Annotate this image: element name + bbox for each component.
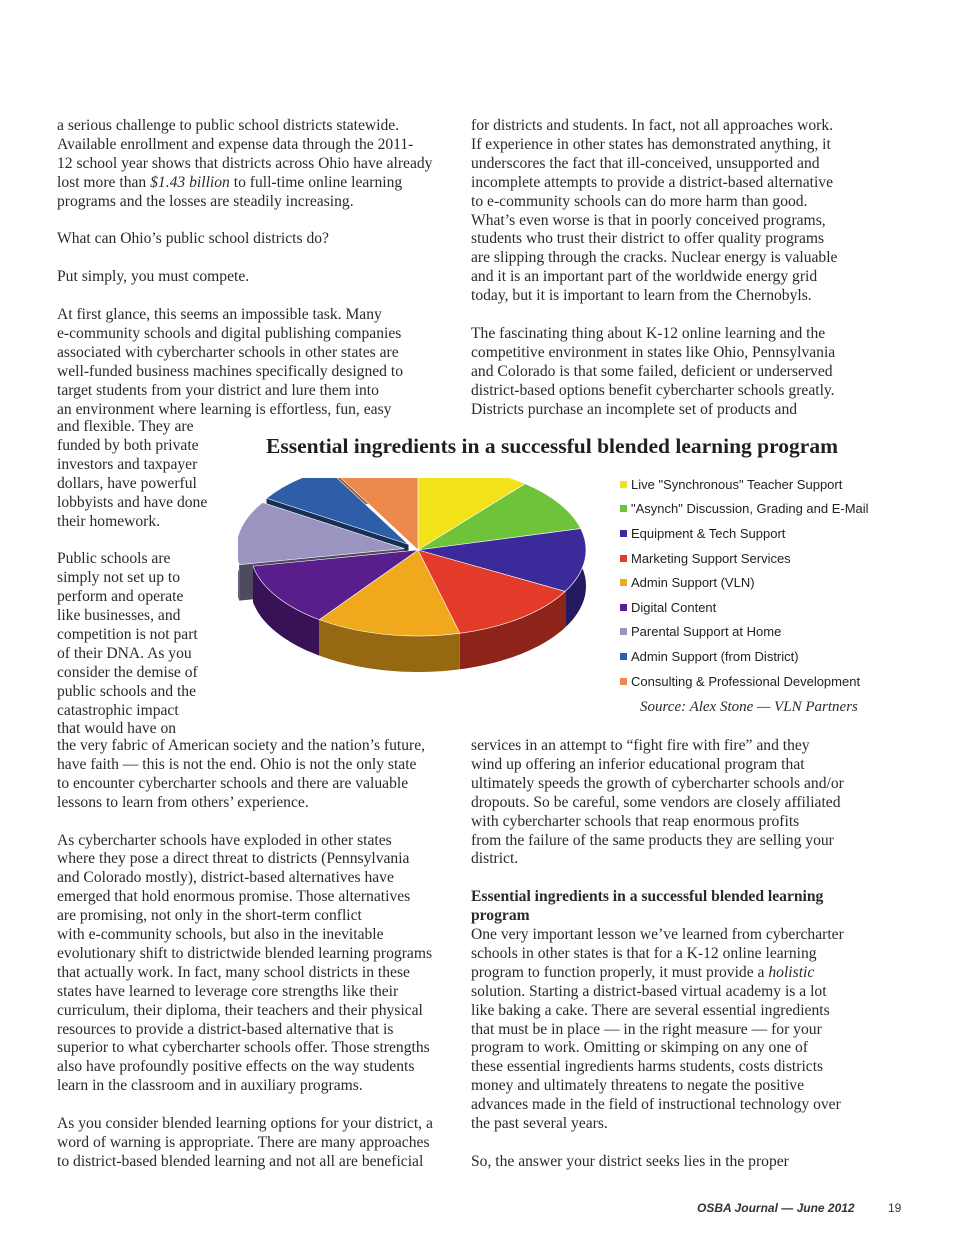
paragraph [57, 550, 227, 739]
text-line: that must be in place — in the right measure — for your [471, 1020, 822, 1038]
text-line: At first glance, this seems an impossible task. Many [57, 306, 382, 324]
text-line: What’s even worse is that in poorly conceived programs, [471, 211, 826, 229]
text-line: simply not set up to [57, 569, 181, 587]
chart-source: Source: Alex Stone — VLN Partners [640, 699, 858, 715]
text-line: money and ultimately threatens to negate the positive [471, 1077, 805, 1095]
legend-item [620, 546, 869, 571]
paragraph [57, 418, 227, 531]
text-line: and Colorado mostly), district-based alternatives have [57, 869, 394, 887]
text-line: evolutionary shift to districtwide blended learning programs [57, 944, 433, 962]
text-line: The fascinating thing about K-12 online learning and the [471, 324, 826, 342]
legend-swatch [620, 628, 627, 635]
text-line: resources to provide a district-based alternative that is [57, 1020, 394, 1038]
text-line: public schools and the [57, 682, 197, 700]
legend-swatch [620, 481, 627, 488]
text-line: are promising, not only in the short-term conflict [57, 907, 362, 925]
text-line: where they pose a direct threat to districts (Pennsylvania [57, 850, 410, 868]
text-line: perform and operate [57, 588, 184, 606]
text-line: to district-based blended learning and not all are beneficial [57, 1152, 424, 1170]
text-line: As cybercharter schools have exploded in other states [57, 831, 392, 849]
legend-swatch [620, 530, 627, 537]
text-line: for districts and students. In fact, not all approaches work. [471, 117, 834, 134]
paragraph [57, 832, 457, 1097]
text-line: wind up offering an inferior educational program that [471, 755, 805, 773]
paragraph [57, 1115, 457, 1172]
text-line: word of warning is appropriate. There are many approaches [57, 1134, 430, 1151]
text-line: district. [471, 850, 519, 868]
paragraph [471, 737, 871, 869]
text-line: investors and taxpayer [57, 455, 198, 473]
text-line: Districts purchase an incomplete set of products and [471, 400, 798, 418]
text-line: advances made in the field of instructional technology over [471, 1096, 841, 1114]
text-line: are slipping through the cracks. Nuclear energy is valuable [471, 249, 838, 267]
text-line: their homework. [57, 512, 161, 530]
text-line: have faith — this is not the end. Ohio is not the only state [57, 755, 417, 773]
legend-item [620, 644, 869, 669]
text-line: that would have on [57, 720, 177, 738]
text-line: today, but it is important to learn from the Chernobyls. [471, 287, 812, 305]
legend-swatch [620, 604, 627, 611]
text-line: to encounter cybercharter schools and there are valuable [57, 774, 409, 792]
text-line: with cybercharter schools that reap enormous profits [471, 812, 800, 830]
text-line: like businesses, and [57, 607, 181, 625]
text-line: If experience in other states has demonstrated anything, it [471, 135, 831, 153]
legend-label: Admin Support (from District) [631, 648, 799, 664]
paragraph [57, 306, 457, 419]
text-line: to e-community schools can do more harm than good. [471, 192, 808, 210]
heading-line: program [471, 907, 530, 925]
legend-item [620, 595, 869, 620]
left-column-top [57, 117, 457, 419]
legend-label: Parental Support at Home [631, 624, 782, 640]
chart-legend [620, 472, 869, 693]
text-line: that actually work. In fact, many school districts in these [57, 963, 410, 981]
left-column-wrap [57, 418, 227, 739]
text-line: lobbyists and have done [57, 493, 208, 511]
text-line: a serious challenge to public school districts statewide. [57, 117, 400, 134]
text-line: competitive environment in states like Ohio, Pennsylvania [471, 343, 836, 361]
text-line: Put simply, you must compete. [57, 268, 250, 286]
legend-swatch [620, 678, 627, 685]
text-line: curriculum, their diploma, their teachers and their physical [57, 1001, 423, 1019]
legend-label: Equipment & Tech Support [631, 525, 786, 541]
legend-swatch [620, 555, 627, 562]
text-line: and it is an important part of the worldwide energy grid [471, 268, 818, 286]
text-line: associated with cybercharter schools in other states are [57, 343, 399, 361]
text-line: these essential ingredients harms students, costs districts [471, 1058, 824, 1076]
text-line: lost more than $1.43 billion to full-time online learning [57, 173, 403, 191]
text-line: well-funded business machines specifically designed to [57, 362, 404, 380]
paragraph [471, 926, 871, 1134]
text-line: dollars, have powerful [57, 474, 197, 492]
legend-swatch [620, 579, 627, 586]
text-line: learn in the classroom and in auxiliary programs. [57, 1077, 363, 1095]
text-line: emerged that hold enormous promise. Those alternatives [57, 888, 411, 906]
text-line: program to function properly, it must provide a holistic [471, 963, 815, 981]
left-column-bottom [57, 737, 457, 1172]
text-line: an environment where learning is effortless, fun, easy [57, 400, 392, 418]
legend-item [620, 570, 869, 595]
text-line: ultimately speeds the growth of cybercharter schools and/or [471, 774, 844, 792]
text-line: solution. Starting a district-based virtual academy is a lot [471, 982, 827, 1000]
text-line: schools in other states is that for a K-12 online learning [471, 944, 817, 962]
text-line: e-community schools and digital publishing companies [57, 324, 402, 342]
text-line: So, the answer your district seeks lies in the proper [471, 1152, 789, 1170]
legend-item [620, 620, 869, 645]
text-line: As you consider blended learning options for your district, a [57, 1115, 433, 1133]
chart-title: Essential ingredients in a successful blended learning program [266, 434, 838, 458]
text-line: programs and the losses are steadily increasing. [57, 192, 354, 210]
legend-item [620, 669, 869, 694]
heading-line: Essential ingredients in a successful blended learning [471, 888, 824, 906]
text-line: program to work. Omitting or skimping on any one of [471, 1039, 808, 1057]
text-line: One very important lesson we’ve learned from cybercharter [471, 926, 844, 944]
text-line: and flexible. They are [57, 418, 194, 435]
right-column-bottom [471, 737, 871, 1172]
text-line: underscores the fact that ill-conceived, unsupported and [471, 154, 820, 172]
paragraph [57, 230, 457, 249]
text-line: from the failure of the same products they are selling your [471, 831, 834, 849]
paragraph [57, 268, 457, 287]
paragraph [471, 325, 871, 420]
text-line: district-based options benefit cybercharter schools greatly. [471, 381, 835, 399]
right-column-top [471, 117, 871, 419]
text-line: consider the demise of [57, 663, 198, 681]
text-line: What can Ohio’s public school districts do? [57, 230, 329, 248]
section-heading [471, 888, 871, 926]
legend-item [620, 497, 869, 522]
paragraph [471, 1153, 871, 1172]
text-line: 12 school year shows that districts across Ohio have already [57, 154, 433, 172]
legend-label: Live "Synchronous" Teacher Support [631, 476, 843, 492]
text-line: students who trust their district to offer quality programs [471, 230, 825, 248]
text-line: funded by both private [57, 436, 199, 454]
legend-item [620, 472, 869, 497]
text-line: the very fabric of American society and the nation’s future, [57, 737, 426, 754]
text-line: the past several years. [471, 1115, 608, 1133]
paragraph [57, 117, 457, 212]
text-line: catastrophic impact [57, 701, 179, 719]
text-line: of their DNA. As you [57, 644, 192, 662]
text-line: incomplete attempts to provide a district-based alternative [471, 173, 833, 191]
footer-journal: OSBA Journal — June 2012 [697, 1201, 855, 1215]
legend-label: Admin Support (VLN) [631, 575, 755, 591]
paragraph [471, 117, 871, 306]
pie-chart [238, 478, 598, 688]
legend-item [620, 521, 869, 546]
text-line: with e-community schools, but also in the inevitable [57, 926, 384, 944]
text-line: states have learned to leverage core strengths like their [57, 982, 399, 1000]
text-line: services in an attempt to “fight fire with fire” and they [471, 737, 810, 754]
legend-label: Digital Content [631, 599, 717, 615]
text-line: dropouts. So be careful, some vendors are closely affiliated [471, 793, 841, 811]
text-line: superior to what cybercharter schools offer. Those strengths [57, 1039, 430, 1057]
text-line: like baking a cake. There are several essential ingredients [471, 1001, 830, 1019]
legend-label: Consulting & Professional Development [631, 673, 861, 689]
text-line: also have profoundly positive effects on the way students [57, 1058, 415, 1076]
text-line: and Colorado is that some failed, deficient or underserved [471, 362, 833, 380]
legend-label: "Asynch" Discussion, Grading and E-Mail [631, 501, 869, 517]
paragraph [57, 737, 457, 813]
text-line: Available enrollment and expense data through the 2011- [57, 135, 414, 153]
legend-label: Marketing Support Services [631, 550, 791, 566]
page-number: 19 [888, 1201, 902, 1215]
text-line: target students from your district and lure them into [57, 381, 379, 399]
legend-swatch [620, 653, 627, 660]
text-line: Public schools are [57, 550, 171, 568]
text-line: competition is not part [57, 625, 198, 643]
legend-swatch [620, 505, 627, 512]
text-line: lessons to learn from others’ experience. [57, 793, 309, 811]
